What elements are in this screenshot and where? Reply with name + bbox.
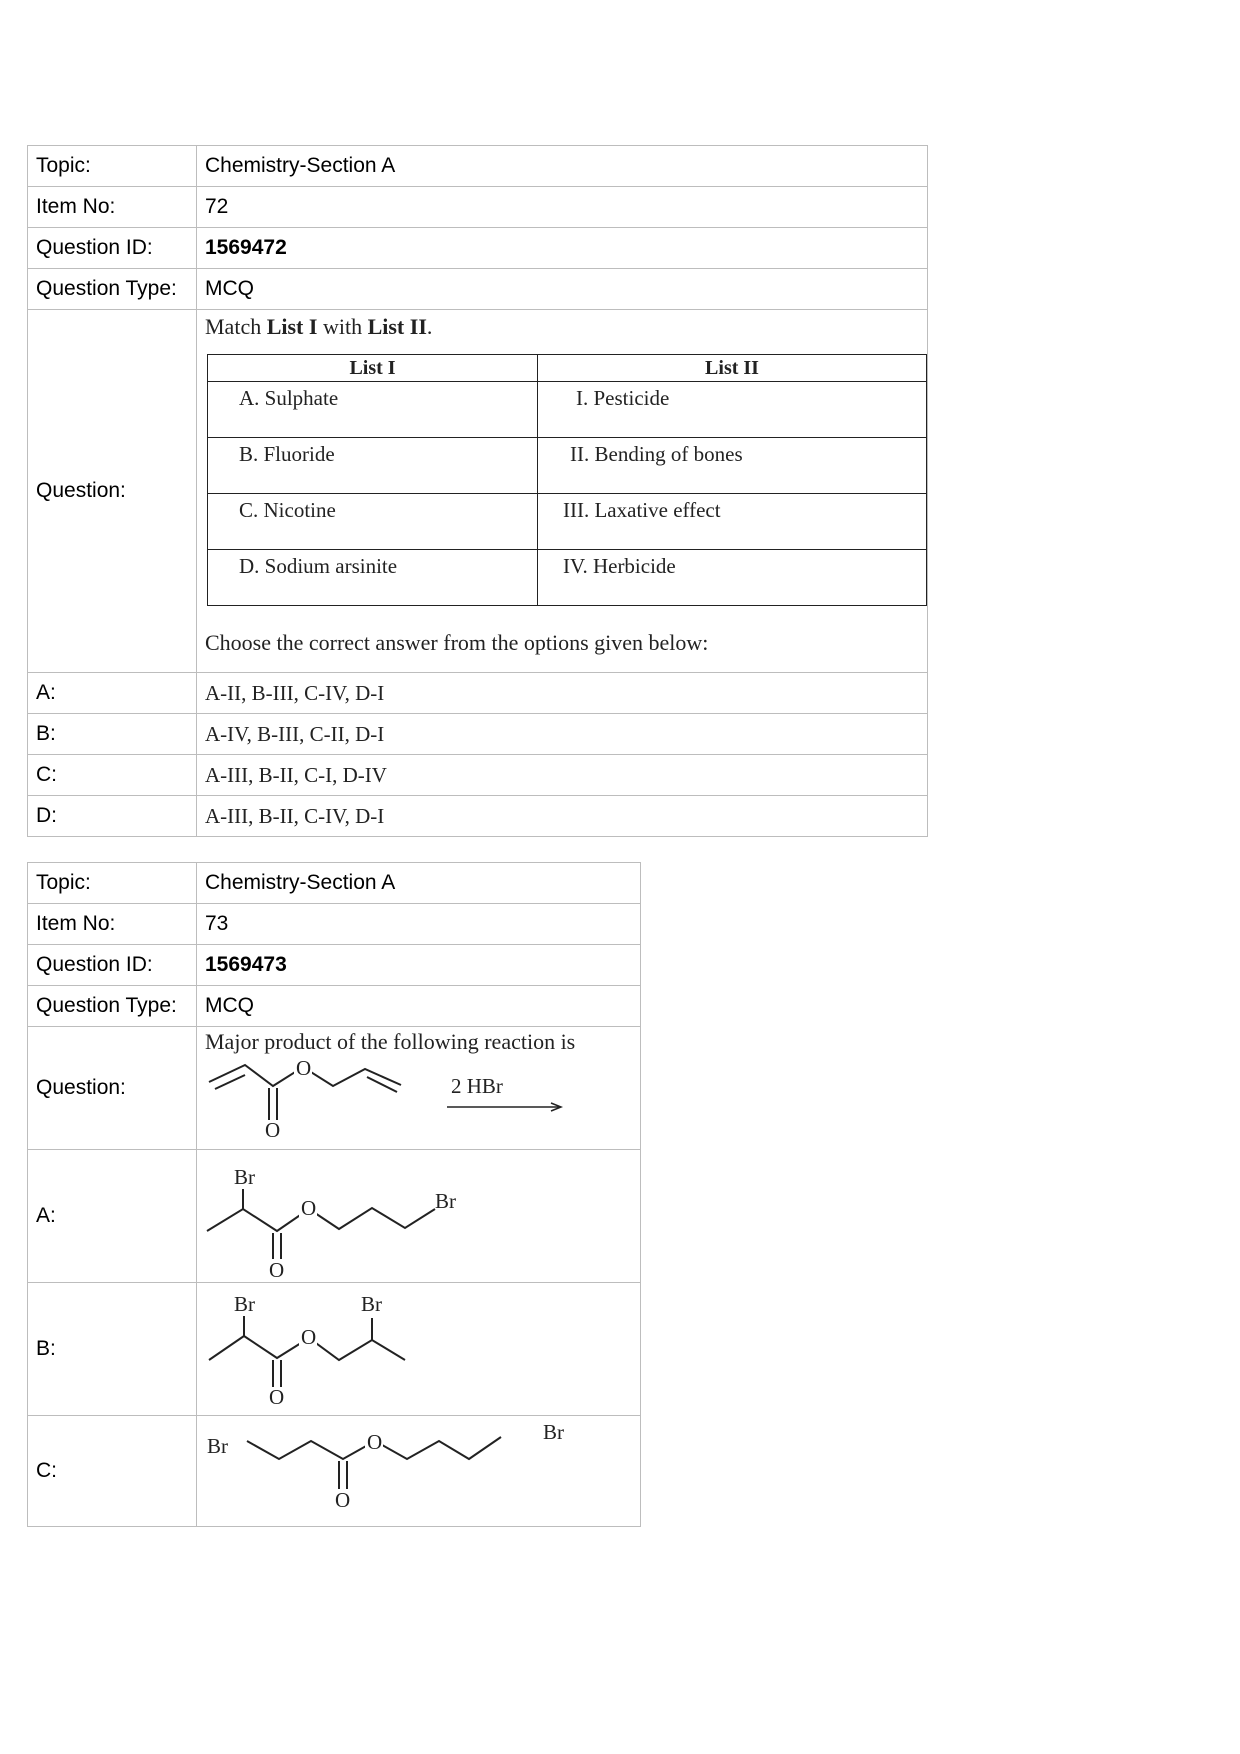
option-d-label: D: xyxy=(28,796,197,837)
topic-label: Topic: xyxy=(28,863,197,904)
question-type-value: MCQ xyxy=(197,269,928,310)
question-type-label: Question Type: xyxy=(28,986,197,1027)
question-intro: Match List I with List II. xyxy=(205,314,433,339)
question-label: Question: xyxy=(28,310,197,673)
bromine-atom: Br xyxy=(435,1189,456,1213)
option-c-text: A-III, B-II, C-I, D-IV xyxy=(197,755,928,796)
ester-oxygen: O xyxy=(301,1325,317,1349)
option-a-text: A-II, B-III, C-IV, D-I xyxy=(197,673,928,714)
item-no-value: 73 xyxy=(197,904,641,945)
structure-a xyxy=(197,1151,637,1281)
bromine-atom: Br xyxy=(234,1292,255,1316)
question-body xyxy=(197,310,928,673)
option-c-structure xyxy=(197,1416,641,1527)
structure-c xyxy=(197,1417,637,1525)
ester-oxygen: O xyxy=(296,1056,312,1080)
question-id-value: 1569473 xyxy=(197,945,641,986)
question-id-label: Question ID: xyxy=(28,945,197,986)
option-a-structure xyxy=(197,1150,641,1283)
list-2-item: II. Bending of bones xyxy=(538,438,927,494)
question-73-table xyxy=(27,862,641,1527)
topic-label: Topic: xyxy=(28,146,197,187)
reaction-scheme xyxy=(205,1055,645,1145)
option-b-structure xyxy=(197,1283,641,1416)
reagent-label: 2 HBr xyxy=(451,1074,503,1098)
list-2-item: I. Pesticide xyxy=(538,382,927,438)
list-1-item: C. Nicotine xyxy=(208,494,538,550)
question-72-table xyxy=(27,145,928,837)
question-body xyxy=(197,1027,641,1150)
ester-oxygen: O xyxy=(301,1196,317,1220)
option-a-label: A: xyxy=(28,1150,197,1283)
list-1-item: A. Sulphate xyxy=(208,382,538,438)
question-stem: Major product of the following reaction is xyxy=(205,1029,576,1054)
list-1-item: D. Sodium arsinite xyxy=(208,550,538,606)
option-d-text: A-III, B-II, C-IV, D-I xyxy=(197,796,928,837)
question-label: Question: xyxy=(28,1027,197,1150)
bromine-atom: Br xyxy=(234,1165,255,1189)
structure-b xyxy=(197,1284,637,1414)
carbonyl-oxygen: O xyxy=(269,1258,285,1281)
option-a-label: A: xyxy=(28,673,197,714)
topic-value: Chemistry-Section A xyxy=(197,863,641,904)
list-2-item: IV. Herbicide xyxy=(538,550,927,606)
bromine-atom: Br xyxy=(543,1420,564,1444)
carbonyl-oxygen: O xyxy=(335,1488,351,1512)
item-no-value: 72 xyxy=(197,187,928,228)
list-1-header: List I xyxy=(208,355,538,382)
list-1-item: B. Fluoride xyxy=(208,438,538,494)
bromine-atom: Br xyxy=(207,1434,228,1458)
question-prompt: Choose the correct answer from the options given below: xyxy=(205,630,709,655)
match-table xyxy=(207,354,927,606)
option-b-text: A-IV, B-III, C-II, D-I xyxy=(197,714,928,755)
option-b-label: B: xyxy=(28,714,197,755)
carbonyl-oxygen: O xyxy=(265,1118,281,1142)
topic-value: Chemistry-Section A xyxy=(197,146,928,187)
ester-oxygen: O xyxy=(367,1430,383,1454)
list-2-item: III. Laxative effect xyxy=(538,494,927,550)
option-b-label: B: xyxy=(28,1283,197,1416)
question-type-label: Question Type: xyxy=(28,269,197,310)
list-2-header: List II xyxy=(538,355,927,382)
double-bond xyxy=(367,1077,397,1092)
question-id-value: 1569472 xyxy=(197,228,928,269)
item-no-label: Item No: xyxy=(28,904,197,945)
product-chain xyxy=(207,1208,435,1231)
option-c-label: C: xyxy=(28,1416,197,1527)
question-type-value: MCQ xyxy=(197,986,641,1027)
item-no-label: Item No: xyxy=(28,187,197,228)
question-id-label: Question ID: xyxy=(28,228,197,269)
carbonyl-oxygen: O xyxy=(269,1385,285,1409)
bromine-atom: Br xyxy=(361,1292,382,1316)
option-c-label: C: xyxy=(28,755,197,796)
